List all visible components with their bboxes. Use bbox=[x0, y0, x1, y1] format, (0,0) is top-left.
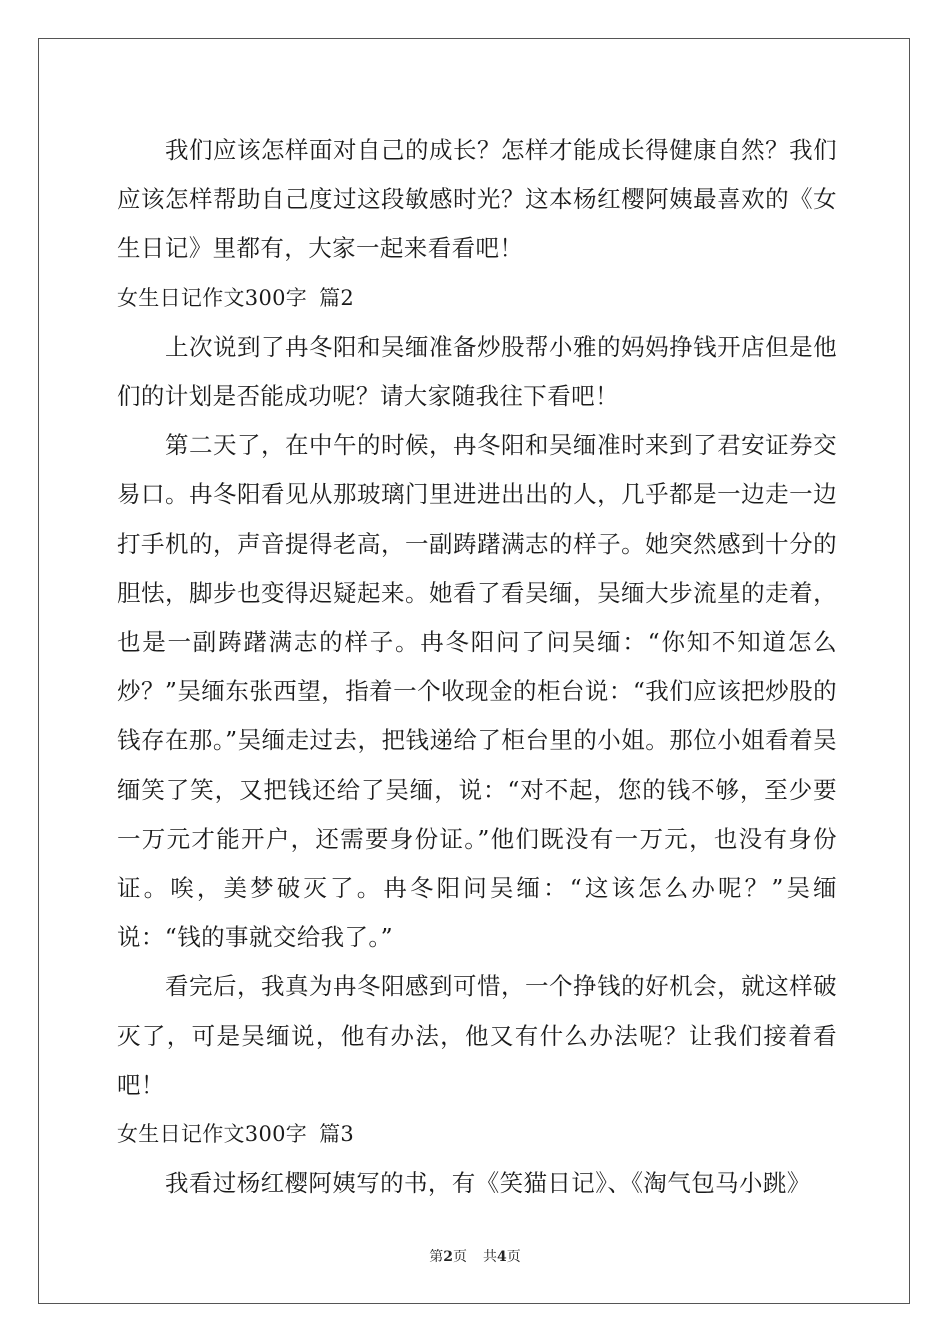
heading-label: 篇3 bbox=[319, 1122, 355, 1147]
heading-title: 女生日记作文300字 bbox=[117, 285, 308, 310]
page-suffix: 页 bbox=[453, 1249, 467, 1265]
total-prefix: 共 bbox=[483, 1249, 497, 1265]
paragraph: 看完后，我真为冉冬阳感到可惜，一个挣钱的好机会，就这样破灭了，可是吴缅说，他有办法，他又有什么办法呢？让我们接着看吧！ bbox=[117, 972, 837, 1099]
paragraph: 我们应该怎样面对自己的成长？怎样才能成长得健康自然？我们应该怎样帮助自己度过这段敏感时光？这本杨红樱阿姨最喜欢的《女生日记》里都有，大家一起来看看吧！ bbox=[117, 136, 837, 263]
page-footer bbox=[0, 1246, 950, 1266]
page-prefix: 第 bbox=[429, 1249, 444, 1265]
heading-label: 篇2 bbox=[319, 285, 355, 310]
paragraph: 上次说到了冉冬阳和吴缅准备炒股帮小雅的妈妈挣钱开店但是他们的计划是否能成功呢？请大家随我往下看吧！ bbox=[117, 332, 837, 411]
total-suffix: 页 bbox=[506, 1249, 521, 1265]
paragraph: 第二天了，在中午的时候，冉冬阳和吴缅准时来到了君安证券交易口。冉冬阳看见从那玻璃门里进进出出的人，几乎都是一边走一边打手机的，声音提得老高，一副踌躇满志的样子。她突然感到十分的胆怯，脚步也变得迟疑起来。她看了看吴缅，吴缅大步流星的走着，也是一副踌躇满志的样子。冉冬阳问了问吴缅：“你知不知道怎么炒？”吴缅东张西望，指着一个收现金的柜台说：“我们应该把炒股的钱存在那。”吴缅走过去，把钱递给了柜台里的小姐。那位小姐看着吴缅笑了笑，又把钱还给了吴缅，说：“对不起，您的钱不够，至少要一万元才能开户，还需要身份证。”他们既没有一万元，也没有身份证。唉，美梦破灭了。冉冬阳问吴缅：“这该怎么办呢？”吴缅说：“钱的事就交给我了。” bbox=[117, 431, 837, 952]
section-heading bbox=[117, 274, 837, 323]
section-heading bbox=[117, 1110, 837, 1159]
document-body bbox=[117, 126, 837, 1208]
page-number: 2 bbox=[443, 1249, 453, 1265]
total-pages: 4 bbox=[497, 1249, 507, 1265]
paragraph: 我看过杨红樱阿姨写的书，有《笑猫日记》、《淘气包马小跳》 bbox=[165, 1169, 811, 1198]
heading-title: 女生日记作文300字 bbox=[117, 1122, 308, 1147]
